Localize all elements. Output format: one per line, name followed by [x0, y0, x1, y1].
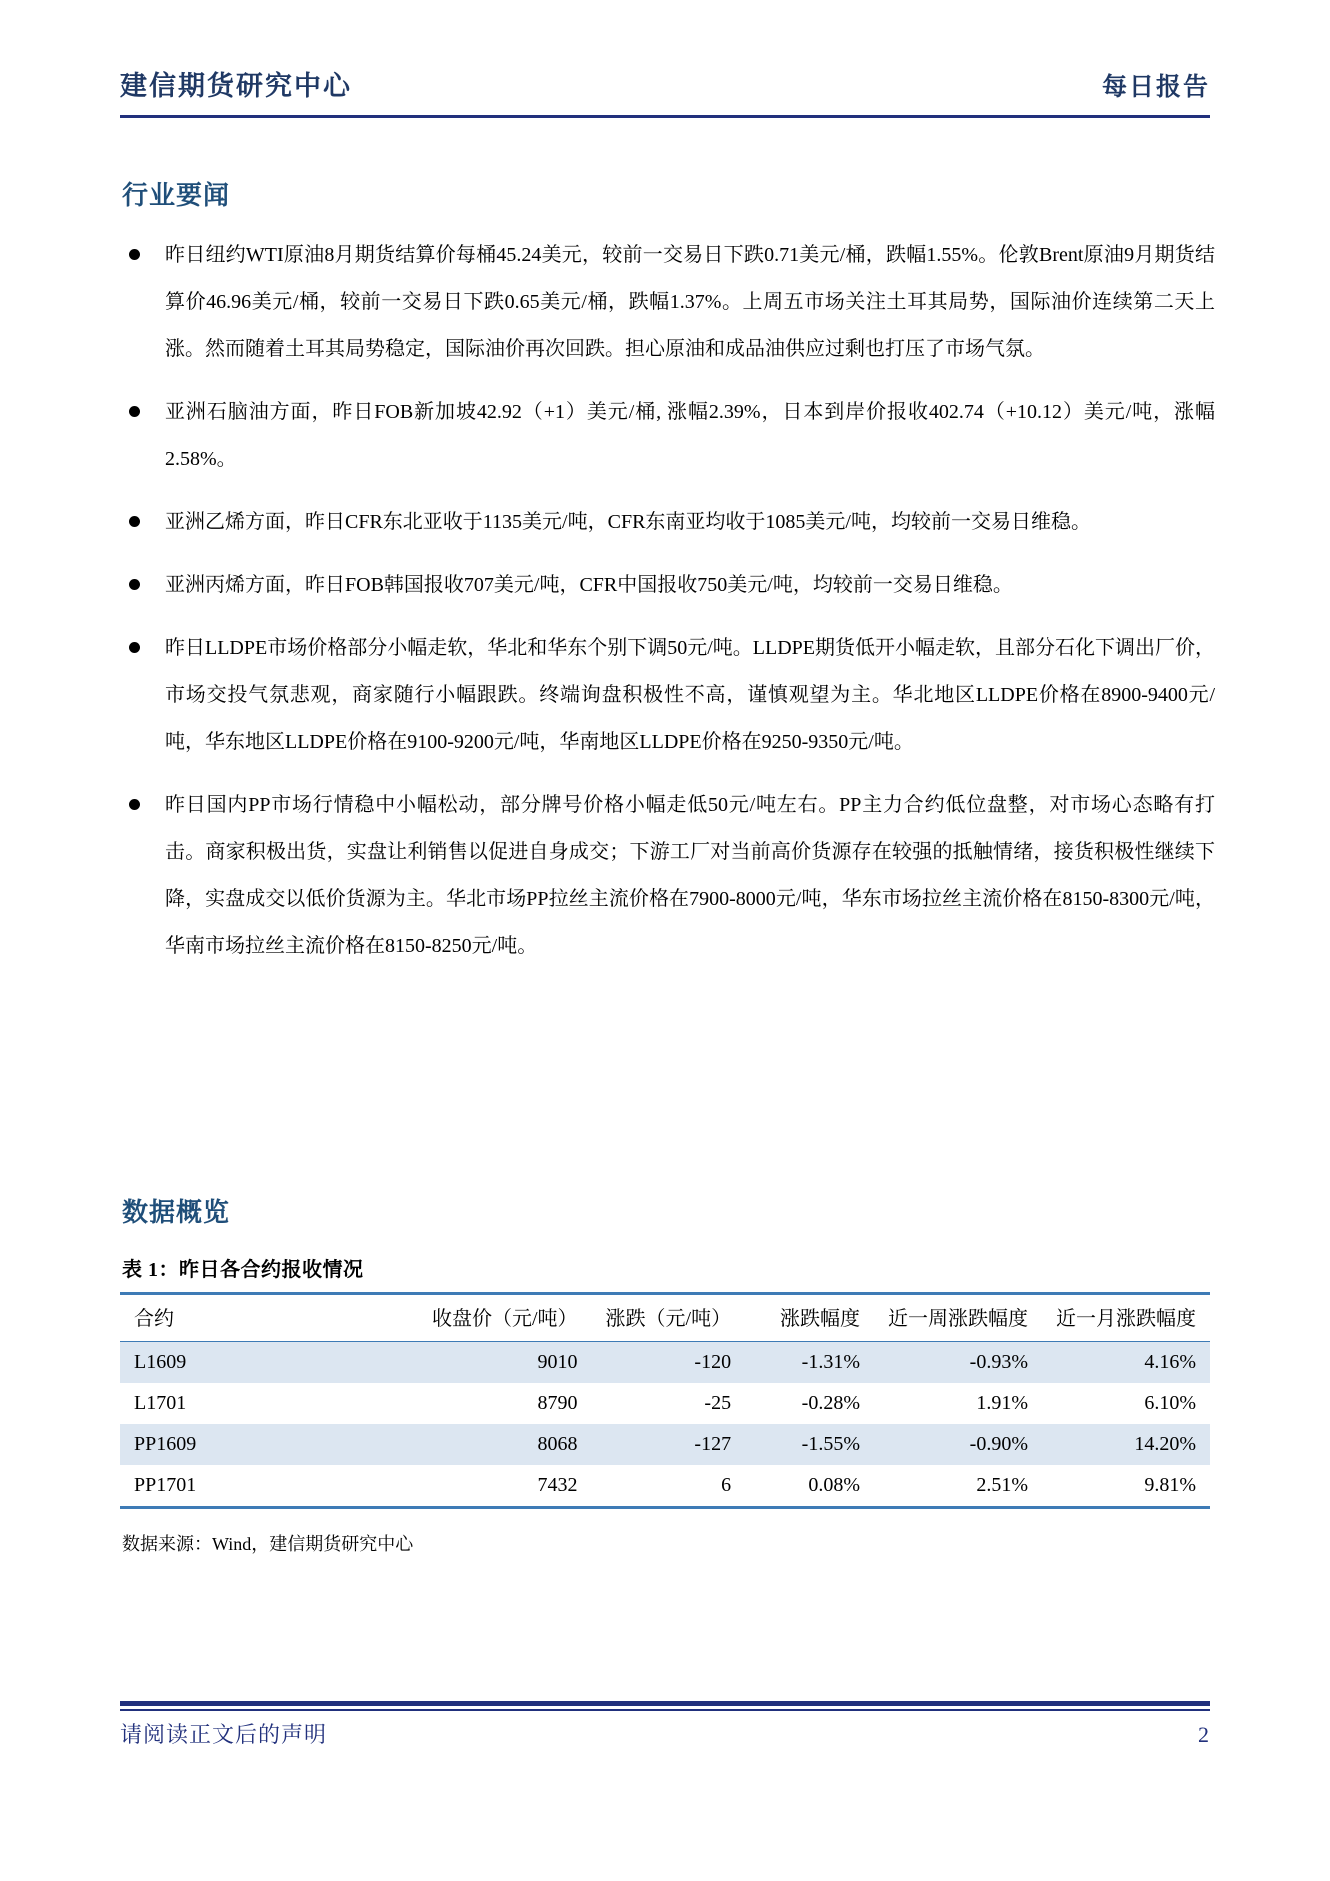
table-header-row: [120, 1294, 1210, 1342]
bullet-dot-icon: [129, 642, 140, 653]
column-header-change: 涨跌（元/吨）: [605, 1308, 732, 1330]
table-header: [120, 1294, 1210, 1342]
header-divider: [120, 115, 1210, 118]
column-header-month-pct: 近一月涨跌幅度: [1056, 1308, 1196, 1330]
cell-change-pct: -1.55%: [801, 1433, 860, 1455]
cell-close: 8068: [537, 1433, 578, 1455]
company-name: 建信期货研究中心: [120, 71, 352, 101]
cell-week-pct: 1.91%: [976, 1392, 1028, 1414]
cell-change-pct: -1.31%: [801, 1351, 860, 1373]
table-source-note: 数据来源：Wind，建信期货研究中心: [122, 1534, 414, 1554]
bullet-text: 亚洲石脑油方面，昨日FOB新加坡42.92（+1）美元/桶, 涨幅2.39%，日本到岸价报收402.74（+10.12）美元/吨，涨幅2.58%。: [165, 401, 1215, 470]
report-type-title: 每日报告: [1101, 74, 1210, 102]
column-header-change-pct: 涨跌幅度: [779, 1308, 860, 1330]
contract-close-table: [120, 1292, 1210, 1509]
cell-week-pct: -0.90%: [969, 1433, 1028, 1455]
list-item: [120, 499, 1215, 546]
table-caption: 表 1：昨日各合约报收情况: [122, 1259, 364, 1281]
page-number: 2: [1198, 1722, 1210, 1747]
page-header: [120, 72, 1210, 102]
bullet-dot-icon: [129, 249, 140, 260]
cell-contract: L1609: [134, 1351, 187, 1373]
list-item: [120, 562, 1215, 609]
cell-month-pct: 6.10%: [1144, 1392, 1196, 1414]
bullet-dot-icon: [129, 406, 140, 417]
table-row: [120, 1342, 1210, 1384]
cell-change: 6: [721, 1474, 732, 1496]
cell-month-pct: 14.20%: [1134, 1433, 1196, 1455]
cell-change: -127: [694, 1433, 732, 1455]
table-row: [120, 1383, 1210, 1424]
industry-news-list: [120, 232, 1215, 986]
bullet-dot-icon: [129, 799, 140, 810]
table-body: [120, 1342, 1210, 1508]
column-header-week-pct: 近一周涨跌幅度: [887, 1308, 1028, 1330]
cell-close: 7432: [537, 1474, 578, 1496]
table-row: [120, 1424, 1210, 1465]
cell-close: 9010: [537, 1351, 578, 1373]
cell-week-pct: 2.51%: [976, 1474, 1028, 1496]
footer-divider-thin: [120, 1709, 1210, 1711]
cell-month-pct: 4.16%: [1144, 1351, 1196, 1373]
list-item: [120, 389, 1215, 483]
cell-contract: PP1609: [134, 1433, 197, 1455]
list-item: [120, 232, 1215, 373]
cell-change-pct: -0.28%: [801, 1392, 860, 1414]
bullet-text: 昨日国内PP市场行情稳中小幅松动，部分牌号价格小幅走低50元/吨左右。PP主力合约低位盘整，对市场心态略有打击。商家积极出货，实盘让利销售以促进自身成交；下游工厂对当前高价货源存在较强的抵触情绪，接货积极性继续下降，实盘成交以低价货源为主。华北市场PP拉丝主流价格在7900-8000元/吨，华东市场拉丝主流价格在8150-8300元/吨，华南市场拉丝主流价格在8150-8250元/吨。: [165, 794, 1215, 957]
bullet-text: 亚洲丙烯方面，昨日FOB韩国报收707美元/吨，CFR中国报收750美元/吨，均较前一交易日维稳。: [165, 574, 1013, 596]
footer-disclaimer-note: 请阅读正文后的声明: [120, 1722, 328, 1747]
column-header-contract: 合约: [134, 1308, 174, 1330]
list-item: [120, 782, 1215, 970]
bullet-text: 昨日纽约WTI原油8月期货结算价每桶45.24美元，较前一交易日下跌0.71美元/桶，跌幅1.55%。伦敦Brent原油9月期货结算价46.96美元/桶，较前一交易日下跌0.65美元/桶，跌幅1.37%。上周五市场关注土耳其局势，国际油价连续第二天上涨。然而随着土耳其局势稳定，国际油价再次回跌。担心原油和成品油供应过剩也打压了市场气氛。: [165, 244, 1215, 360]
cell-contract: PP1701: [134, 1474, 197, 1496]
column-header-close: 收盘价（元/吨）: [431, 1308, 578, 1330]
bullet-dot-icon: [129, 516, 140, 527]
footer-divider-thick: [120, 1701, 1210, 1706]
cell-change: -120: [694, 1351, 732, 1373]
section-heading-industry-news: 行业要闻: [122, 181, 231, 210]
page-footer: [120, 1718, 1210, 1749]
list-item: [120, 625, 1215, 766]
bullet-text: 亚洲乙烯方面，昨日CFR东北亚收于1135美元/吨，CFR东南亚均收于1085美元/吨，均较前一交易日维稳。: [165, 511, 1091, 533]
cell-week-pct: -0.93%: [969, 1351, 1028, 1373]
table-row: [120, 1465, 1210, 1508]
cell-close: 8790: [537, 1392, 578, 1414]
section-heading-data-overview: 数据概览: [122, 1198, 231, 1227]
bullet-text: 昨日LLDPE市场价格部分小幅走软，华北和华东个别下调50元/吨。LLDPE期货低开小幅走软，且部分石化下调出厂价，市场交投气氛悲观，商家随行小幅跟跌。终端询盘积极性不高，谨慎观望为主。华北地区LLDPE价格在8900-9400元/吨，华东地区LLDPE价格在9100-9200元/吨，华南地区LLDPE价格在9250-9350元/吨。: [165, 637, 1215, 753]
cell-change-pct: 0.08%: [808, 1474, 860, 1496]
cell-month-pct: 9.81%: [1144, 1474, 1196, 1496]
cell-change: -25: [704, 1392, 732, 1414]
cell-contract: L1701: [134, 1392, 187, 1414]
bullet-dot-icon: [129, 579, 140, 590]
